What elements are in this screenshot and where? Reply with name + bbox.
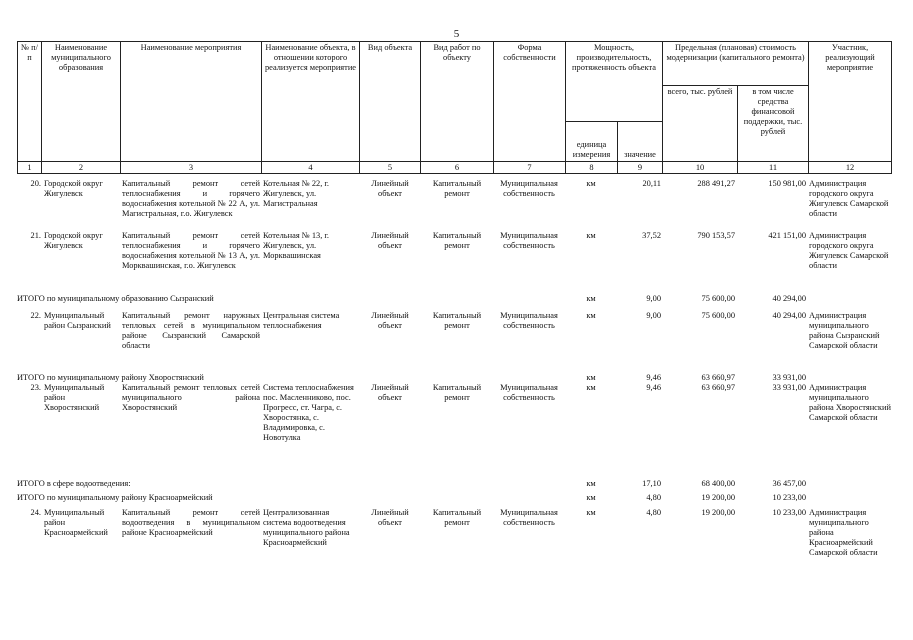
col-number: 6 [421,162,494,174]
total-cost: 63 660,97 [701,373,735,382]
total-cost: 63 660,97 [701,383,735,392]
event-name: Капитальный ремонт сетей водоотведения в муниципальном районе Красноармейский [122,508,260,537]
object-name: Система теплоснабжения пос. Масленниково, пос. Прогресс, ст. Чагра, с. Хворостянка, с. Владимировка, с. Новотулка [263,383,354,442]
total-cost: 75 600,00 [701,294,735,303]
ownership: Муниципальная собственность [500,179,558,198]
participant: Администрация муниципального района Хворостянский Самарской области [809,383,891,422]
support-cost: 40 294,00 [772,294,806,303]
event-name: Капитальный ремонт тепловых сетей муниципального района Хворостянский [122,383,260,412]
object-type: Линейный объект [371,179,409,198]
unit: км [586,311,596,320]
object-type: Линейный объект [371,231,409,250]
object-name: Централизованная система водоотведения муниципального района Красноармейский [263,508,350,547]
ownership: Муниципальная собственность [500,311,558,330]
total-cost: 288 491,27 [697,179,735,188]
total-cost: 19 200,00 [701,508,735,517]
value: 4,80 [646,508,661,517]
participant: Администрация городского округа Жигулевск Самарской области [809,231,889,270]
object-type: Линейный объект [371,508,409,527]
value: 9,00 [646,311,661,320]
event-name: Капитальный ремонт сетей теплоснабжения и горячего водоснабжения котельной № 13 А, ул. Морквашинская, г.о. Жигулевск [122,231,260,270]
subtotal-label: ИТОГО по муниципальному образованию Сызранский [17,294,214,303]
ownership: Муниципальная собственность [500,508,558,527]
object-name: Центральная система теплоснабжения [263,311,340,330]
unit: км [586,294,596,303]
event-name: Капитальный ремонт сетей теплоснабжения и горячего водоснабжения котельной № 22 А, ул. Магистральная, г.о. Жигулевск [122,179,260,218]
support-cost: 33 931,00 [772,383,806,392]
col-number: 2 [42,162,121,174]
municipality: Городской округ Жигулевск [44,231,103,250]
col-number: 3 [121,162,262,174]
col-number: 4 [262,162,360,174]
header-unit: единица измерения [566,122,618,162]
total-cost: 790 153,57 [697,231,735,240]
value: 9,00 [646,294,661,303]
col-number: 12 [809,162,892,174]
header-participant: Участник, реализующий мероприятие [809,42,892,162]
municipality: Муниципальный район Красноармейский [44,508,108,537]
support-cost: 150 981,00 [768,179,806,188]
unit: км [586,383,596,392]
participant: Администрация муниципального района Красноармейский Самарской области [809,508,878,557]
col-number: 11 [738,162,809,174]
support-cost: 10 233,00 [772,493,806,502]
work-type: Капитальный ремонт [432,231,482,250]
value: 9,46 [646,373,661,382]
unit: км [586,231,596,240]
work-type: Капитальный ремонт [432,383,482,402]
subtotal-label: ИТОГО по муниципальному району Красноармейский [17,493,213,502]
object-name: Котельная № 13, г. Жигулевск, ул. Морквашинская [263,231,329,260]
header-object: Наименование объекта, в отношении которого реализуется мероприятие [262,42,360,162]
unit: км [586,508,596,517]
col-number: 10 [663,162,738,174]
value: 9,46 [646,383,661,392]
header-cost: Предельная (плановая) стоимость модернизации (капитального ремонта) [663,42,809,86]
work-type: Капитальный ремонт [432,179,482,198]
work-type: Капитальный ремонт [432,311,482,330]
value: 20,11 [642,179,661,188]
support-cost: 40 294,00 [772,311,806,320]
value: 37,52 [642,231,661,240]
total-cost: 68 400,00 [701,479,735,488]
subtotal-label: ИТОГО по муниципальному району Хворостянский [17,373,204,382]
total-cost: 19 200,00 [701,493,735,502]
header-value: значение [618,122,663,162]
municipality: Муниципальный район Хворостянский [44,383,105,412]
ownership: Муниципальная собственность [500,231,558,250]
support-cost: 10 233,00 [772,508,806,517]
page-number: 5 [453,28,460,40]
header-num: № п/п [18,42,42,162]
table-header [17,41,892,174]
header-support: в том числе средства финансовой поддержки, тыс. рублей [738,86,809,162]
unit: км [586,493,596,502]
header-event: Наименование мероприятия [121,42,262,162]
object-type: Линейный объект [371,383,409,402]
col-number: 5 [360,162,421,174]
header-work: Вид работ по объекту [421,42,494,162]
header-capacity: Мощность, производительность, протяженность объекта [566,42,663,122]
col-number: 7 [494,162,566,174]
col-number: 8 [566,162,618,174]
value: 17,10 [642,479,661,488]
unit: км [586,479,596,488]
support-cost: 33 931,00 [772,373,806,382]
total-cost: 75 600,00 [701,311,735,320]
support-cost: 36 457,00 [772,479,806,488]
participant: Администрация городского округа Жигулевск Самарской области [809,179,889,218]
col-number: 9 [618,162,663,174]
header-total: всего, тыс. рублей [663,86,738,162]
value: 4,80 [646,493,661,502]
unit: км [586,179,596,188]
unit: км [586,373,596,382]
ownership: Муниципальная собственность [500,383,558,402]
header-form: Форма собственности [494,42,566,162]
municipality: Муниципальный район Сызранский [44,311,111,330]
object-type: Линейный объект [371,311,409,330]
row-number: 20. [30,179,41,188]
object-name: Котельная № 22, г. Жигулевск, ул. Магистральная [263,179,329,208]
row-number: 23. [30,383,41,392]
municipality: Городской округ Жигулевск [44,179,103,198]
col-number: 1 [18,162,42,174]
subtotal-label: ИТОГО в сфере водоотведения: [17,479,131,488]
header-type: Вид объекта [360,42,421,162]
header-mo: Наименование муниципального образования [42,42,121,162]
row-number: 22. [30,311,41,320]
work-type: Капитальный ремонт [432,508,482,527]
row-number: 21. [30,231,41,240]
participant: Администрация муниципального района Сызранский Самарской области [809,311,880,350]
event-name: Капитальный ремонт наружных тепловых сетей в муниципальном районе Сызранский Самарской области [122,311,260,350]
row-number: 24. [30,508,41,517]
support-cost: 421 151,00 [768,231,806,240]
